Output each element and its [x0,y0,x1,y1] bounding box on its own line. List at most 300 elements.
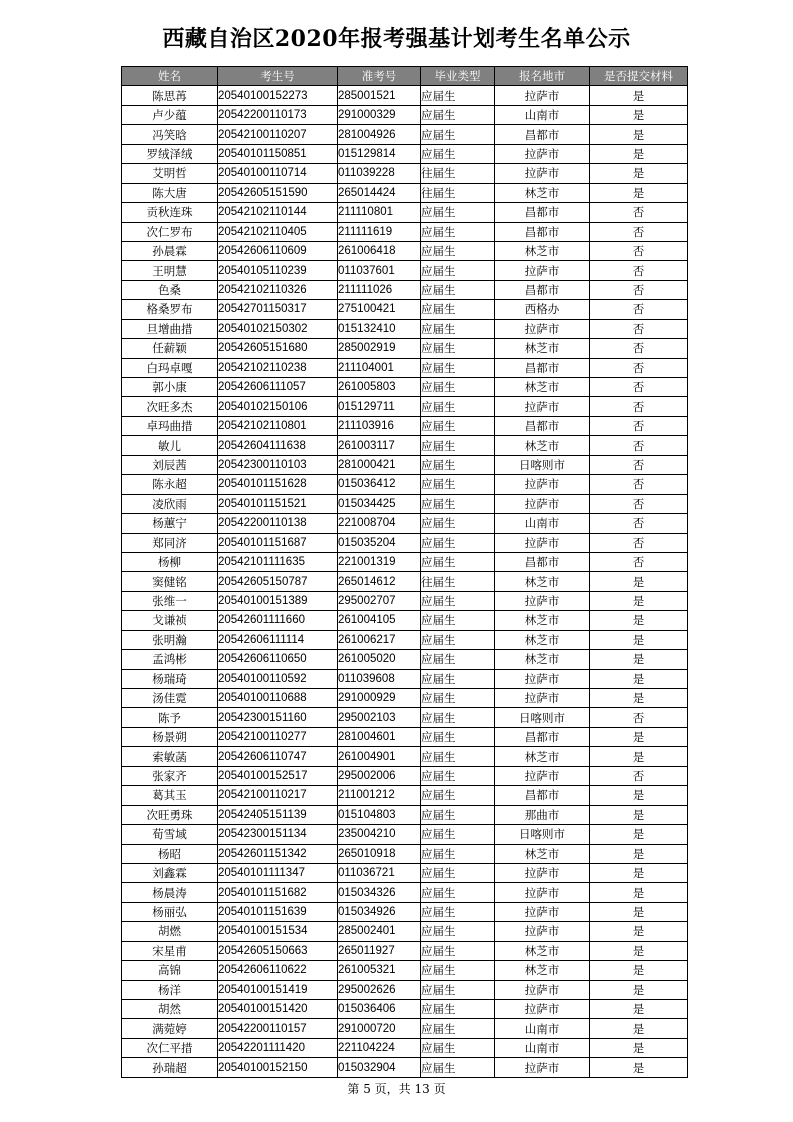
cell-materials-submitted: 是 [590,591,688,610]
cell-materials-submitted: 是 [590,689,688,708]
cell-exam-number: 20542604111638 [218,436,338,455]
cell-name: 戈谦祯 [122,611,218,630]
cell-city: 拉萨市 [495,144,590,163]
table-row [122,1058,688,1077]
table-row [122,805,688,824]
cell-graduate-type: 应届生 [421,203,495,222]
cell-exam-number: 20540100110714 [218,164,338,183]
column-header-graduate-type: 毕业类型 [421,67,495,86]
cell-city: 拉萨市 [495,86,590,105]
cell-graduate-type: 应届生 [421,630,495,649]
cell-ticket-number: 291000329 [338,105,421,124]
cell-materials-submitted: 是 [590,863,688,882]
cell-city: 那曲市 [495,805,590,824]
cell-exam-number: 20542200110157 [218,1019,338,1038]
cell-graduate-type: 应届生 [421,86,495,105]
cell-materials-submitted: 是 [590,941,688,960]
cell-city: 昌都市 [495,222,590,241]
cell-materials-submitted: 否 [590,378,688,397]
cell-exam-number: 20540101150851 [218,144,338,163]
cell-name: 陈永超 [122,475,218,494]
cell-ticket-number: 265010918 [338,844,421,863]
cell-materials-submitted: 是 [590,86,688,105]
cell-city: 拉萨市 [495,922,590,941]
cell-graduate-type: 应届生 [421,708,495,727]
cell-ticket-number: 261005020 [338,650,421,669]
cell-graduate-type: 应届生 [421,766,495,785]
cell-exam-number: 20542102110238 [218,358,338,377]
table-row [122,863,688,882]
cell-city: 拉萨市 [495,533,590,552]
table-row [122,1000,688,1019]
cell-materials-submitted: 是 [590,1058,688,1077]
table-row [122,222,688,241]
cell-ticket-number: 261004105 [338,611,421,630]
cell-name: 色桑 [122,280,218,299]
cell-city: 拉萨市 [495,397,590,416]
cell-ticket-number: 015035204 [338,533,421,552]
table-row [122,689,688,708]
cell-name: 张明瀚 [122,630,218,649]
table-row [122,319,688,338]
cell-ticket-number: 291000929 [338,689,421,708]
cell-name: 刘辰茜 [122,455,218,474]
cell-ticket-number: 285002919 [338,339,421,358]
cell-ticket-number: 221001319 [338,552,421,571]
cell-materials-submitted: 否 [590,203,688,222]
cell-ticket-number: 295002103 [338,708,421,727]
cell-ticket-number: 211111619 [338,222,421,241]
table-row [122,922,688,941]
table-row [122,358,688,377]
cell-materials-submitted: 否 [590,455,688,474]
cell-name: 白玛卓嘎 [122,358,218,377]
cell-name: 杨蕙宁 [122,514,218,533]
cell-graduate-type: 往届生 [421,164,495,183]
cell-exam-number: 20540101111347 [218,863,338,882]
cell-city: 拉萨市 [495,475,590,494]
cell-ticket-number: 011037601 [338,261,421,280]
table-row [122,727,688,746]
cell-graduate-type: 应届生 [421,514,495,533]
cell-city: 日喀则市 [495,455,590,474]
cell-materials-submitted: 是 [590,980,688,999]
cell-ticket-number: 275100421 [338,300,421,319]
cell-exam-number: 20540105110239 [218,261,338,280]
cell-graduate-type: 应届生 [421,125,495,144]
cell-materials-submitted: 否 [590,300,688,319]
cell-exam-number: 20542102110405 [218,222,338,241]
cell-materials-submitted: 否 [590,494,688,513]
table-row [122,280,688,299]
table-body [122,86,688,1077]
cell-materials-submitted: 否 [590,397,688,416]
cell-graduate-type: 应届生 [421,358,495,377]
cell-ticket-number: 261005321 [338,961,421,980]
cell-name: 次旺勇珠 [122,805,218,824]
cell-exam-number: 20542606111114 [218,630,338,649]
table-row [122,902,688,921]
cell-ticket-number: 295002626 [338,980,421,999]
cell-name: 杨丽弘 [122,902,218,921]
cell-exam-number: 20542601151342 [218,844,338,863]
table-row [122,86,688,105]
table-row [122,825,688,844]
cell-city: 拉萨市 [495,980,590,999]
cell-city: 拉萨市 [495,902,590,921]
cell-name: 杨柳 [122,552,218,571]
table-row [122,650,688,669]
cell-city: 林芝市 [495,941,590,960]
cell-city: 昌都市 [495,358,590,377]
cell-graduate-type: 应届生 [421,261,495,280]
cell-ticket-number: 235004210 [338,825,421,844]
table-row [122,766,688,785]
cell-graduate-type: 应届生 [421,747,495,766]
cell-materials-submitted: 否 [590,280,688,299]
cell-graduate-type: 应届生 [421,105,495,124]
cell-ticket-number: 015132410 [338,319,421,338]
cell-materials-submitted: 是 [590,630,688,649]
table-row [122,203,688,222]
cell-city: 拉萨市 [495,1000,590,1019]
cell-exam-number: 20542300151134 [218,825,338,844]
table-row [122,961,688,980]
table-row [122,883,688,902]
cell-exam-number: 20542701150317 [218,300,338,319]
cell-ticket-number: 261006418 [338,241,421,260]
cell-name: 任薪颖 [122,339,218,358]
cell-materials-submitted: 是 [590,747,688,766]
cell-ticket-number: 211110801 [338,203,421,222]
cell-exam-number: 20542605150787 [218,572,338,591]
cell-materials-submitted: 是 [590,572,688,591]
cell-ticket-number: 015036412 [338,475,421,494]
cell-ticket-number: 261005803 [338,378,421,397]
cell-name: 陈思苒 [122,86,218,105]
cell-materials-submitted: 否 [590,222,688,241]
cell-graduate-type: 应届生 [421,378,495,397]
cell-materials-submitted: 否 [590,261,688,280]
cell-exam-number: 20540100151419 [218,980,338,999]
table-row [122,572,688,591]
cell-graduate-type: 应届生 [421,241,495,260]
cell-city: 昌都市 [495,125,590,144]
cell-exam-number: 20542606110747 [218,747,338,766]
cell-materials-submitted: 否 [590,533,688,552]
cell-name: 宋星甫 [122,941,218,960]
cell-graduate-type: 应届生 [421,825,495,844]
cell-exam-number: 20542300110103 [218,455,338,474]
cell-graduate-type: 应届生 [421,144,495,163]
cell-graduate-type: 应届生 [421,922,495,941]
table-row [122,611,688,630]
cell-graduate-type: 应届生 [421,533,495,552]
table-row [122,436,688,455]
cell-materials-submitted: 是 [590,844,688,863]
cell-exam-number: 20540100151420 [218,1000,338,1019]
cell-materials-submitted: 是 [590,1000,688,1019]
cell-materials-submitted: 是 [590,164,688,183]
cell-city: 林芝市 [495,339,590,358]
table-row [122,708,688,727]
cell-exam-number: 20542605150663 [218,941,338,960]
cell-graduate-type: 应届生 [421,980,495,999]
cell-materials-submitted: 是 [590,883,688,902]
cell-city: 拉萨市 [495,164,590,183]
cell-city: 拉萨市 [495,689,590,708]
cell-materials-submitted: 是 [590,961,688,980]
column-header-exam-number: 考生号 [218,67,338,86]
cell-exam-number: 20542101111635 [218,552,338,571]
cell-ticket-number: 211111026 [338,280,421,299]
cell-name: 陈大唐 [122,183,218,202]
cell-ticket-number: 295002006 [338,766,421,785]
cell-ticket-number: 291000720 [338,1019,421,1038]
cell-city: 拉萨市 [495,494,590,513]
cell-name: 卢少蕴 [122,105,218,124]
cell-city: 拉萨市 [495,261,590,280]
cell-name: 葛其玉 [122,786,218,805]
cell-city: 林芝市 [495,183,590,202]
cell-exam-number: 20542605151590 [218,183,338,202]
cell-name: 罗绒泽绒 [122,144,218,163]
cell-exam-number: 20542201111420 [218,1038,338,1057]
cell-materials-submitted: 否 [590,241,688,260]
cell-exam-number: 20542100110277 [218,727,338,746]
table-row [122,183,688,202]
cell-city: 山南市 [495,1019,590,1038]
table-row [122,300,688,319]
cell-graduate-type: 应届生 [421,300,495,319]
cell-name: 刘鑫霖 [122,863,218,882]
cell-graduate-type: 应届生 [421,883,495,902]
cell-exam-number: 20542300151160 [218,708,338,727]
cell-ticket-number: 015034326 [338,883,421,902]
table-row [122,241,688,260]
cell-city: 昌都市 [495,280,590,299]
cell-city: 昌都市 [495,203,590,222]
table-row [122,125,688,144]
cell-exam-number: 20542605151680 [218,339,338,358]
cell-ticket-number: 015034425 [338,494,421,513]
table-row [122,105,688,124]
cell-graduate-type: 应届生 [421,475,495,494]
cell-city: 拉萨市 [495,1058,590,1077]
cell-exam-number: 20542102110144 [218,203,338,222]
cell-exam-number: 20540101151639 [218,902,338,921]
cell-exam-number: 20540100152273 [218,86,338,105]
cell-name: 杨瑞琦 [122,669,218,688]
cell-ticket-number: 015032904 [338,1058,421,1077]
cell-city: 林芝市 [495,747,590,766]
cell-materials-submitted: 是 [590,1019,688,1038]
cell-graduate-type: 应届生 [421,552,495,571]
cell-materials-submitted: 否 [590,339,688,358]
cell-city: 日喀则市 [495,708,590,727]
cell-ticket-number: 015104803 [338,805,421,824]
table-row [122,261,688,280]
cell-materials-submitted: 否 [590,416,688,435]
cell-graduate-type: 应届生 [421,416,495,435]
cell-city: 拉萨市 [495,766,590,785]
table-row [122,514,688,533]
cell-city: 昌都市 [495,416,590,435]
cell-ticket-number: 015129814 [338,144,421,163]
cell-name: 杨景朔 [122,727,218,746]
cell-graduate-type: 应届生 [421,1038,495,1057]
cell-exam-number: 20540100152517 [218,766,338,785]
cell-exam-number: 20540101151628 [218,475,338,494]
cell-materials-submitted: 是 [590,611,688,630]
cell-graduate-type: 应届生 [421,902,495,921]
cell-graduate-type: 应届生 [421,611,495,630]
cell-graduate-type: 应届生 [421,786,495,805]
cell-exam-number: 20542405151139 [218,805,338,824]
cell-name: 孟鸿彬 [122,650,218,669]
cell-ticket-number: 015129711 [338,397,421,416]
cell-exam-number: 20542102110326 [218,280,338,299]
cell-graduate-type: 应届生 [421,455,495,474]
column-header-materials-submitted: 是否提交材料 [590,67,688,86]
cell-ticket-number: 261003117 [338,436,421,455]
table-row [122,844,688,863]
cell-ticket-number: 281004601 [338,727,421,746]
cell-name: 凌欣雨 [122,494,218,513]
cell-ticket-number: 221104224 [338,1038,421,1057]
cell-materials-submitted: 是 [590,650,688,669]
cell-ticket-number: 011039228 [338,164,421,183]
cell-ticket-number: 265014424 [338,183,421,202]
cell-materials-submitted: 否 [590,766,688,785]
cell-ticket-number: 211103916 [338,416,421,435]
cell-ticket-number: 015034926 [338,902,421,921]
cell-name: 次旺多杰 [122,397,218,416]
cell-materials-submitted: 否 [590,319,688,338]
cell-city: 拉萨市 [495,319,590,338]
cell-materials-submitted: 是 [590,825,688,844]
cell-exam-number: 20542100110207 [218,125,338,144]
cell-exam-number: 20540100110592 [218,669,338,688]
cell-name: 索敏菡 [122,747,218,766]
cell-ticket-number: 261004901 [338,747,421,766]
cell-materials-submitted: 是 [590,669,688,688]
page-footer: 第 5 页，共 13 页 [347,1082,446,1096]
table-row [122,475,688,494]
cell-graduate-type: 应届生 [421,397,495,416]
cell-materials-submitted: 是 [590,183,688,202]
cell-name: 胡燃 [122,922,218,941]
column-header-ticket-number: 准考号 [338,67,421,86]
cell-exam-number: 20540102150302 [218,319,338,338]
table-row [122,494,688,513]
cell-name: 旦增曲措 [122,319,218,338]
cell-exam-number: 20542200110138 [218,514,338,533]
cell-exam-number: 20540100110688 [218,689,338,708]
table-row [122,1019,688,1038]
cell-name: 艾明哲 [122,164,218,183]
cell-materials-submitted: 是 [590,125,688,144]
cell-name: 卓玛曲措 [122,416,218,435]
cell-materials-submitted: 否 [590,708,688,727]
cell-materials-submitted: 否 [590,475,688,494]
cell-materials-submitted: 否 [590,552,688,571]
cell-exam-number: 20540101151687 [218,533,338,552]
table-row [122,416,688,435]
cell-materials-submitted: 是 [590,922,688,941]
cell-city: 山南市 [495,1038,590,1057]
cell-city: 林芝市 [495,572,590,591]
cell-graduate-type: 应届生 [421,494,495,513]
cell-exam-number: 20540102150106 [218,397,338,416]
cell-materials-submitted: 是 [590,805,688,824]
cell-ticket-number: 221008704 [338,514,421,533]
table-row [122,397,688,416]
table-row [122,533,688,552]
cell-name: 杨洋 [122,980,218,999]
table-header-row [122,67,688,86]
cell-city: 林芝市 [495,961,590,980]
cell-city: 山南市 [495,514,590,533]
cell-exam-number: 20540101151682 [218,883,338,902]
cell-name: 孙晨霖 [122,241,218,260]
cell-name: 杨晨涛 [122,883,218,902]
candidate-table [121,66,688,1078]
table-row [122,339,688,358]
cell-name: 敏儿 [122,436,218,455]
cell-graduate-type: 应届生 [421,961,495,980]
cell-name: 杨昭 [122,844,218,863]
cell-name: 张家齐 [122,766,218,785]
cell-ticket-number: 211104001 [338,358,421,377]
cell-materials-submitted: 是 [590,1038,688,1057]
cell-city: 山南市 [495,105,590,124]
cell-name: 孙瑞超 [122,1058,218,1077]
cell-ticket-number: 011039608 [338,669,421,688]
table-row [122,786,688,805]
cell-materials-submitted: 否 [590,436,688,455]
cell-ticket-number: 295002707 [338,591,421,610]
cell-name: 窦健铭 [122,572,218,591]
cell-ticket-number: 281004926 [338,125,421,144]
cell-city: 林芝市 [495,611,590,630]
cell-city: 拉萨市 [495,669,590,688]
cell-graduate-type: 应届生 [421,591,495,610]
cell-name: 格桑罗布 [122,300,218,319]
cell-graduate-type: 应届生 [421,319,495,338]
cell-city: 林芝市 [495,650,590,669]
cell-city: 拉萨市 [495,591,590,610]
cell-exam-number: 20540100152150 [218,1058,338,1077]
cell-name: 高锦 [122,961,218,980]
cell-ticket-number: 211001212 [338,786,421,805]
cell-exam-number: 20542606111057 [218,378,338,397]
cell-graduate-type: 应届生 [421,339,495,358]
cell-ticket-number: 015036406 [338,1000,421,1019]
cell-materials-submitted: 是 [590,105,688,124]
cell-graduate-type: 应届生 [421,941,495,960]
cell-name: 王明慧 [122,261,218,280]
cell-graduate-type: 应届生 [421,436,495,455]
cell-graduate-type: 往届生 [421,183,495,202]
cell-graduate-type: 应届生 [421,1058,495,1077]
cell-exam-number: 20542606110622 [218,961,338,980]
table-row [122,669,688,688]
cell-materials-submitted: 否 [590,358,688,377]
cell-name: 陈予 [122,708,218,727]
cell-ticket-number: 265014612 [338,572,421,591]
cell-name: 冯笑晗 [122,125,218,144]
